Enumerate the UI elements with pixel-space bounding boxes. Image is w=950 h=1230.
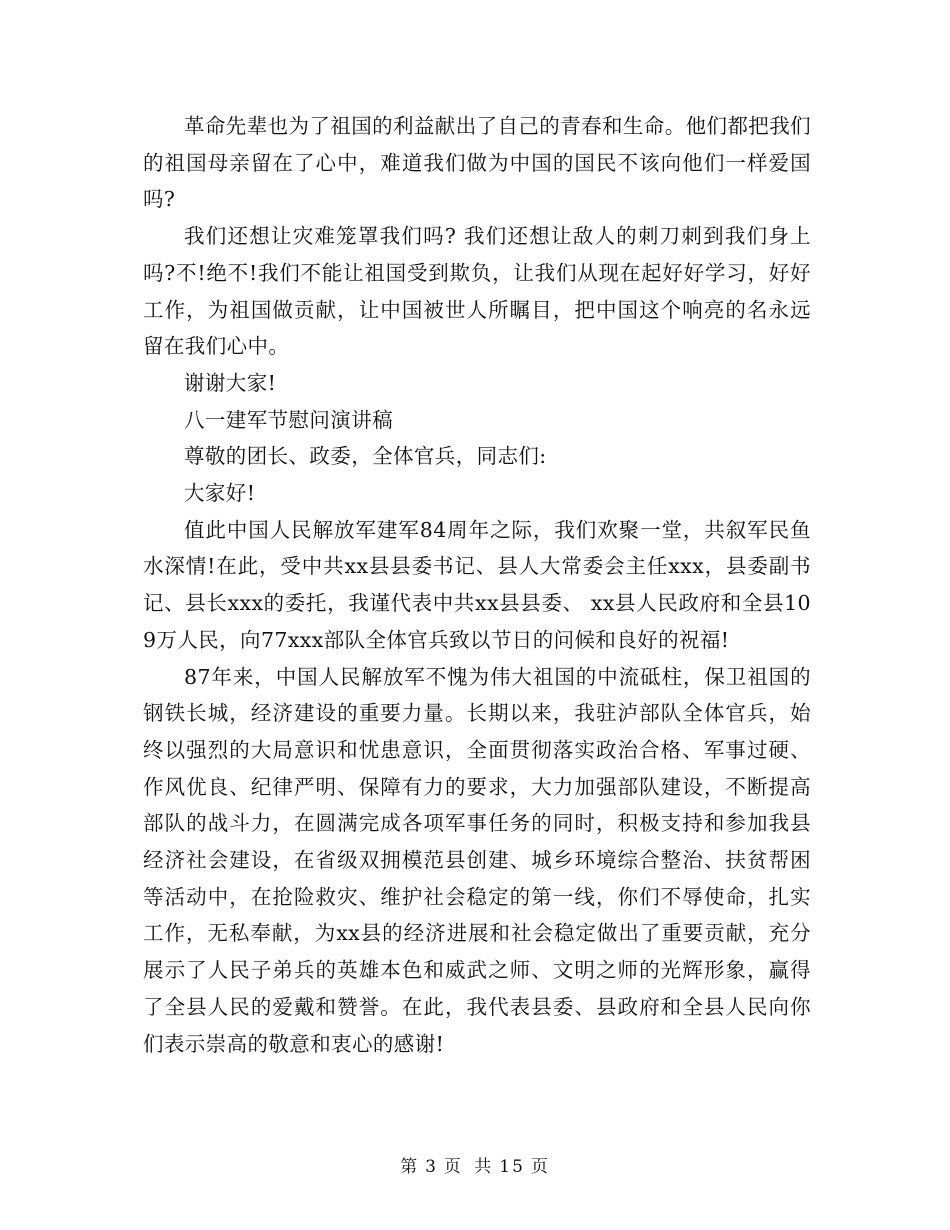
paragraph-8: 87年来，中国人民解放军不愧为伟大祖国的中流砥柱，保卫祖国的钢铁长城，经济建设的重要力量。长期以来，我驻泸部队全体官兵，始终以强烈的大局意识和忧患意识，全面贯彻落实政治合格、军事过硬、作风优良、纪律严明、保障有力的要求，大力加强部队建设，不断提高部队的战斗力，在圆满完成各项军事任务的同时，积极支持和参加我县经济社会建设，在省级双拥模范县创建、城乡环境综合整治、扶贫帮困等活动中，在抢险救灾、维护社会稳定的第一线，你们不辱使命，扎实工作，无私奉献，为xx县的经济进展和社会稳定做出了重要贡献，充分展示了人民子弟兵的英雄本色和威武之师、文明之师的光辉形象，赢得了全县人民的爱戴和赞誉。在此，我代表县委、县政府和全县人民向你们表示崇高的敬意和衷心的感谢! bbox=[143, 664, 811, 1056]
paragraph-7: 值此中国人民解放军建军84周年之际，我们欢聚一堂，共叙军民鱼水深情!在此，受中共xx县县委书记、县人大常委会主任xxx，县委副书记、县长xxx的委托，我谨代表中共xx县县委、 xx县人民政府和全县109万人民，向77xxx部队全体官兵致以节日的问候和良好的祝福! bbox=[143, 517, 811, 652]
footer-prefix: 第 bbox=[400, 1157, 420, 1177]
footer-current-page: 3 bbox=[425, 1157, 438, 1177]
footer-middle: 页 共 bbox=[443, 1157, 494, 1177]
footer-suffix: 页 bbox=[530, 1157, 550, 1177]
paragraph-1: 革命先辈也为了祖国的利益献出了自己的青春和生命。他们都把我们的祖国母亲留在了心中，难道我们做为中国的国民不该向他们一样爱国吗? bbox=[143, 114, 811, 212]
paragraph-3: 谢谢大家! bbox=[184, 370, 277, 395]
paragraph-2: 我们还想让灾难笼罩我们吗? 我们还想让敌人的刺刀刺到我们身上吗?不!绝不!我们不能让祖国受到欺负，让我们从现在起好好学习，好好工作，为祖国做贡献，让中国被世人所瞩目，把中国这个响亮的名永远留在我们心中。 bbox=[143, 224, 811, 359]
footer-total-pages: 15 bbox=[499, 1157, 525, 1177]
greeting: 大家好! bbox=[184, 481, 256, 506]
salutation: 尊敬的团长、政委，全体官兵，同志们: bbox=[184, 444, 547, 469]
document-body bbox=[143, 108, 811, 1062]
speech-title: 八一建军节慰问演讲稿 bbox=[184, 407, 393, 432]
page-footer bbox=[0, 1152, 950, 1177]
